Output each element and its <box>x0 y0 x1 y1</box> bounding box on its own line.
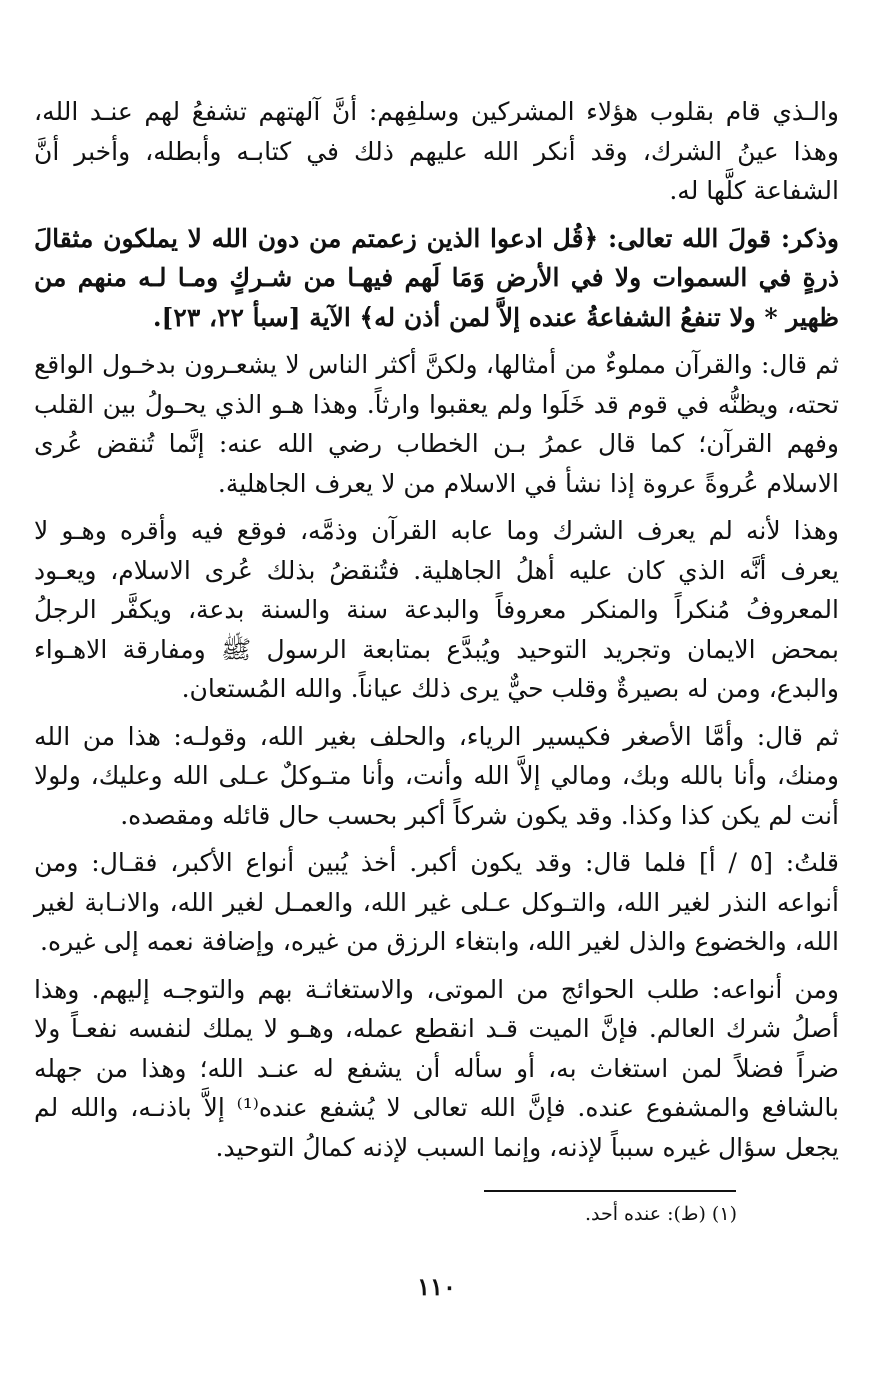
paragraph-3: ثم قال: والقرآن مملوءٌ من أمثالها، ولكنَّ أكثر الناس لا يشعـرون بدخـول الواقع تحته، ويظنُّه في قوم قد خَلَوا ولم يعقبوا وارثاً. وهذا هـو الذي يحـولُ بين القلب وفهم القرآن؛ كما قال عمرُ بـن الخطاب رضي الله عنه: إنَّما تُنقض عُرى الاسلام عُروةً عروة إذا نشأ في الاسلام من لا يعرف الجاهلية. <box>34 350 839 498</box>
paragraph-7: ومن أنواعه: طلب الحوائج من الموتى، والاستغاثـة بهم والتوجـه إليهم. وهذا أصلُ شرك العالم. فإنَّ الميت قـد انقطع عمله، وهـو لا يملك لنفسه نفعـاً ولا ضراً فضلاً لمن استغاث به، أو سأله أن يشفع له عنـد الله؛ وهذا من جهله بالشافع والمشفوع عنده. فإنَّ الله تعالى لا يُشفع عنده⁽¹⁾ إلاَّ باذنـه، والله لم يجعل سؤال غيره سبباً لإذنه، وإنما السبب لإذنه كمالُ التوحيد. <box>34 974 839 1162</box>
paragraph-6: قلتُ: [٥ / أ] فلما قال: وقد يكون أكبر. أخذ يُبين أنواع الأكبر، فقـال: ومن أنواعه النذر لغير الله، والتـوكل عـلى غير الله، والعمـل لغير الله، والانـابة لغير الله، والخضوع والذل لغير الله، وابتغاء الرزق من غيره، وإضافة نعمه إلى غيره. <box>34 848 839 956</box>
footnote-divider <box>484 1190 736 1192</box>
paragraph-4: وهذا لأنه لم يعرف الشرك وما عابه القرآن وذمَّه، فوقع فيه وأقره وهـو لا يعرف أنَّه الذي كان عليه أهلُ الجاهلية. فتُنقضُ بذلك عُرى الاسلام، ويعـود المعروفُ مُنكراً والمنكر معروفاً والبدعة سنة والسنة بدعة، ويكفَّر الرجلُ بمحض الايمان وتجريد التوحيد ويُبدَّع بمتابعة الرسول ﷺ ومفارقة الاهـواء والبدع، ومن له بصيرةٌ وقلب حيٌّ يرى ذلك عياناً. والله المُستعان. <box>34 516 839 703</box>
page-number: ١١٠ <box>417 1272 456 1301</box>
paragraph-5: ثم قال: وأمَّا الأصغر فكيسير الرياء، والحلف بغير الله، وقولـه: هذا من الله ومنك، وأنا بالله وبك، ومالي إلاَّ الله وأنت، وأنا متـوكلٌ عـلى الله وعليك، ولولا أنت لم يكن كذا وكذا. وقد يكون شركاً أكبر بحسب حال قائله ومقصده. <box>34 721 839 830</box>
page-body <box>34 92 839 1167</box>
footnote: (١) (ط): عنده أحد. <box>584 1203 737 1225</box>
paragraph-2-quran-quote: وذكر: قولَ الله تعالى: ﴿قُل ادعوا الذين زعمتم من دون الله لا يملكون مثقالَ ذرةٍ في السموات ولا في الأرض وَمَا لَهم فيهـا من شـركٍ ومـا لـه منهم من ظهير * ولا تنفعُ الشفاعةُ عنده إلاَّ لمن أذن له﴾ الآية [سبأ ٢٢، ٢٣]. <box>34 223 839 332</box>
paragraph-1: والـذي قام بقلوب هؤلاء المشركين وسلفِهم: أنَّ آلهتهم تشفعُ لهم عنـد الله، وهذا عينُ الشرك، وقد أنكر الله عليهم ذلك في كتابـه وأبطله، وأخبر أنَّ الشفاعة كلَّها له. <box>34 97 839 205</box>
